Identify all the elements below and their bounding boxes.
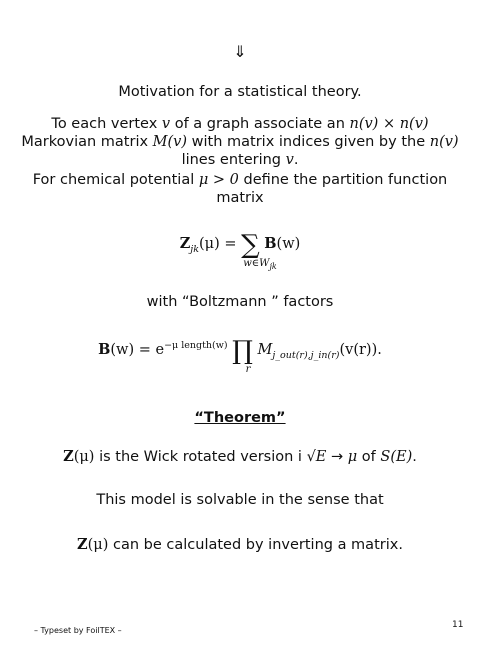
theorem-statement: Z(μ) is the Wick rotated version i √E → μ of S(E). <box>63 448 417 465</box>
para1-line1: To each vertex v of a graph associate an n(v) × n(v) <box>51 116 429 132</box>
para2-line1: For chemical potential μ > 0 define the partition function <box>32 172 448 188</box>
para1-line2: Markovian matrix M(v) with matrix indices given by the n(v) <box>21 134 459 150</box>
solvable-line: This model is solvable in the sense that <box>96 492 384 508</box>
boltzmann-line: with “Boltzmann ” factors <box>146 294 334 310</box>
page-number: 11 <box>452 620 464 630</box>
sum-symbol: ∑ <box>241 230 260 260</box>
para2-line2: matrix <box>216 190 264 206</box>
para1-line3: lines entering v. <box>181 152 299 168</box>
down-arrow <box>0 42 480 61</box>
motivation-line: Motivation for a statistical theory. <box>118 84 362 100</box>
equation-partition-function: $Z_{jk}(\mu)$ = ∑ B(w) <box>179 230 301 260</box>
product-subscript: r <box>245 364 251 375</box>
equation-boltzmann-factor: $B(w) = e^{-\mu length(w)}$ ∏ $M_{j\_out(r),j\_in(r)}(v(r))$. <box>98 336 382 366</box>
matrix-inversion-line: Z(μ) can be calculated by inverting a matrix. <box>77 536 403 553</box>
sum-subscript: $w\in W_{jk}$ <box>243 258 277 271</box>
typeset-footer: – Typeset by FoilTEX – <box>34 626 122 635</box>
down-arrow-icon: ⇓ <box>233 42 247 61</box>
product-symbol: ∏ <box>232 336 253 366</box>
theorem-heading: “Theorem” <box>194 410 286 426</box>
